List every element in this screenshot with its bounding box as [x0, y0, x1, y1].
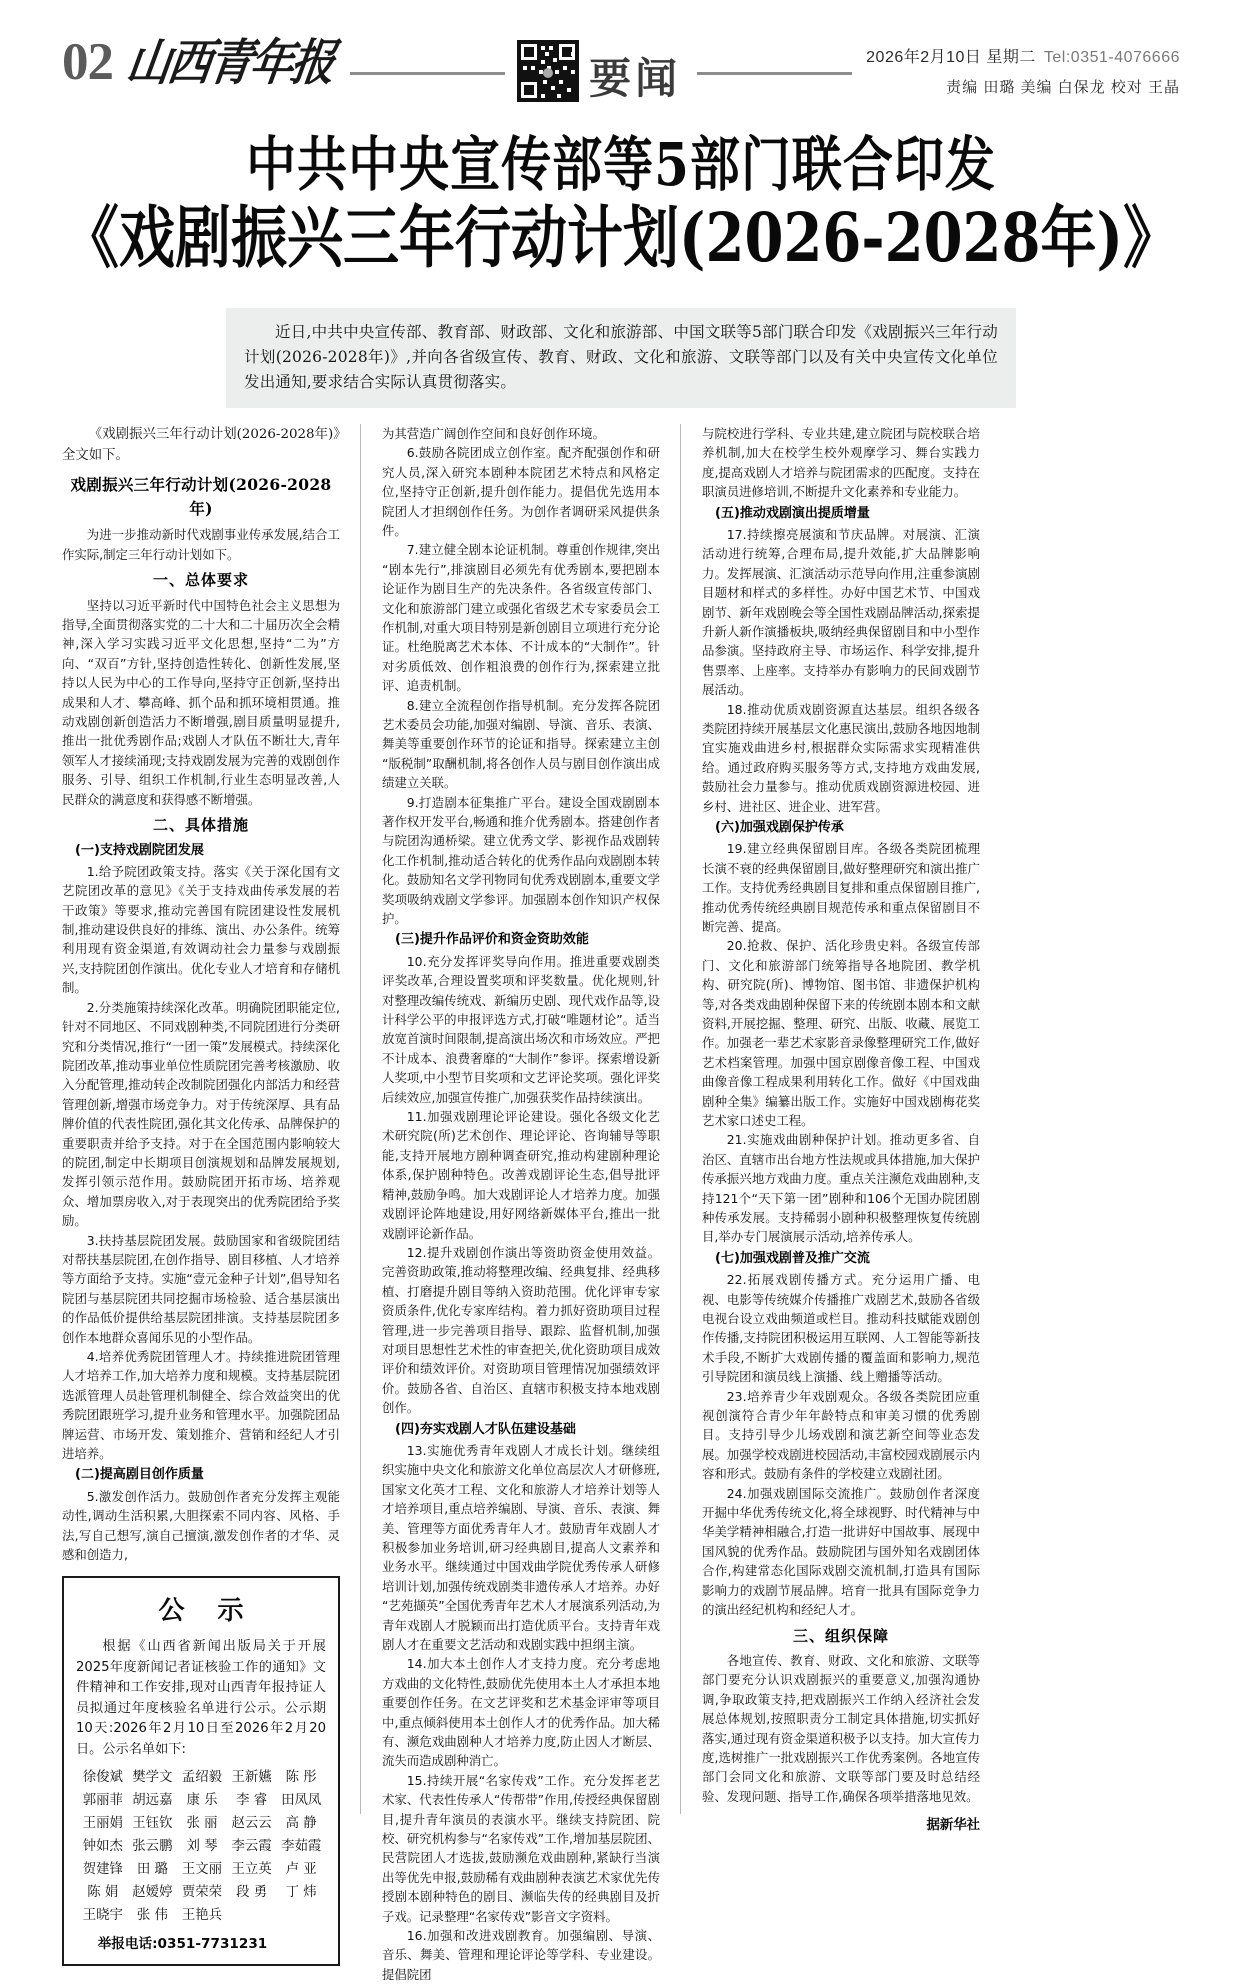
- paragraph-6: 5.激发创作活力。鼓励创作者充分发挥主观能动性,调动生活积累,大胆探索不同内容、风格、手法,写自己想写,演自己擅演,激发创作者的才华、灵感和创造力,: [62, 1488, 340, 1563]
- list-item: 张云鹏: [132, 1839, 173, 1855]
- list-item: 康 乐: [186, 1793, 218, 1809]
- issue-date-line: [866, 44, 1180, 67]
- subheading-evaluation-funding: (三)提升作品评价和资金资助效能: [395, 932, 589, 948]
- contact-tel: Tel:0351-4076666: [1043, 49, 1180, 66]
- paper-name-logo: 山西青年报: [123, 34, 337, 92]
- paragraph-18: 18.推动优质戏剧资源直达基层。组织各级各类院团持续开展基层文化惠民演出,鼓励各地因地制宜实施戏曲进乡村,根据群众实际需求实现精准供给。通过政府购买服务等方式,支持地方戏曲发展,鼓励社会力量参与。推动优质戏剧资源进校园、进乡村、进社区、进企业、进军营。: [702, 701, 980, 814]
- list-item: 陈 彤: [285, 1770, 317, 1786]
- list-item: 王艳兵: [181, 1908, 223, 1924]
- notice-body: 根据《山西省新闻出版局关于开展2025年度新闻记者证核验工作的通知》文件精神和工作安排,现对山西青年报持证人员拟通过年度核验名单进行公示。公示期10天:2026年2月10日至2026年2月20日。公示名单如下:: [76, 1639, 326, 1757]
- news-source: 据新华社: [926, 1818, 980, 1834]
- headline-line-1: 中共中央宣传部等5部门联合印发: [246, 129, 996, 200]
- column-2: [360, 424, 660, 1982]
- paragraph-6: 6.鼓励各院团成立创作室。配齐配强创作和研究人员,深入研究本剧种本院团艺术特点和风格定位,坚持守正创新,提升创作能力。提倡优先选用本院团人才担纲创作任务。为创作者调研采风提供条件。: [382, 445, 660, 538]
- masthead-left: [62, 28, 337, 92]
- paragraph-1: 坚持以习近平新时代中国特色社会主义思想为指导,全面贯彻落实党的二十大和二十届历次全会精神,深入学习实践习近平文化思想,坚持“二为”方向、“双百”方针,坚持创造性转化、创新性发展,坚持以人民为中心的工作导向,坚持守正创新,坚持出成果和人才、攀高峰、抓个品和抓环境相贯通。推动戏剧创新创造活力不断增强,剧目质量明显提升,推出一批优秀剧作品;戏剧人才队伍不断壮大,青年领军人才接续涌现;支持戏剧发展为完善的戏剧创作服务、引导、组织工作机制,行业生态明显改善,人民群众的满意度和获得感不断增强。: [62, 597, 340, 807]
- masthead-rule-left: [350, 72, 505, 75]
- paragraph-8: 8.建立全流程创作指导机制。充分发挥各院团艺术委员会功能,加强对编剧、导演、音乐、表演、舞美等重要创作环节的论证和指导。探索建立主创“版税制”取酬机制,将各创作人员与剧目创作演出成绩建立关联。: [382, 697, 660, 791]
- document-title: 戏剧振兴三年行动计划(2026-2028年): [70, 474, 332, 519]
- paragraph-cont: 与院校进行学科、专业共建,建立院团与院校联合培养机制,加大在校学生校外观摩学习、舞台实践力度,提高戏剧人才培养与院团需求的匹配度。支持在职演员进修培训,不断提升文化素养和专业能力。: [702, 425, 980, 500]
- list-item: 王钰钦: [132, 1816, 173, 1832]
- list-item: 王晓宇: [82, 1908, 123, 1924]
- list-item: 赵嫒婷: [132, 1885, 173, 1901]
- heading-organizational-support: 三、组织保障: [792, 1626, 889, 1645]
- paragraph-2: 1.给予院团政策支持。落实《关于深化国有文艺院团改革的意见》《关于支持戏曲传承发展的若干政策》等要求,推动完善国有院团建设性发展机制,推动建设供良好的排练、演出、办公条件。统筹利用现有资金渠道,有效调动社会力量参与戏剧振兴,支持院团创作演出。优化专业人才培育和存储机制。: [62, 863, 340, 996]
- column-3-body: [702, 424, 980, 1837]
- paragraph-21: 21.实施戏曲剧种保护计划。推动更多省、自治区、直辖市出台地方性法规或具体措施,加大保护传承振兴地方戏曲力度。重点关注濒危戏曲剧种,支持121个“天下第一团”剧种和106个无国办院团剧种传承发展。支持稀弱小剧种积极整理恢复传统剧目,举办专门展演展示活动,培养传承人。: [702, 1132, 980, 1245]
- paragraph-7: 7.建立健全剧本论证机制。尊重创作规律,突出“剧本先行”,排演剧目必须先有优秀剧本,要把剧本论证作为剧目生产的先决条件。各省级宣传部门、文化和旅游部门建立或强化省级艺术专家委员会工作机制,对重大项目特别是新创剧目立项进行充分论证。杜绝脱离艺术本体、不计成本的“大制作”。针对劣质低效、创作粗浪费的创作行为,探索建立批评、追责机制。: [382, 542, 660, 694]
- list-item: 胡远嘉: [132, 1793, 173, 1809]
- paragraph-11: 11.加强戏剧理论评论建设。强化各级文化艺术研究院(所)艺术创作、理论评论、咨询辅导等职能,支持开展地方剧种调查研究,推动构建剧种理论体系,保护剧种特色。改善戏剧评论生态,倡导批评精神,鼓励争鸣。加大戏剧评论人才培养力度。加强戏剧评论阵地建设,用好网络新媒体平台,推出一批戏剧评论新作品。: [382, 1109, 660, 1241]
- subheading-promotion-exchange: (七)加强戏剧普及推广交流: [715, 1250, 870, 1266]
- section-title: 要闻: [589, 54, 682, 103]
- list-item: 张 伟: [136, 1908, 168, 1924]
- list-item: 贾荣荣: [181, 1885, 223, 1901]
- list-item: 贺建锋: [82, 1862, 123, 1878]
- list-item: 刘 琴: [186, 1839, 218, 1855]
- subheading-improve-quality: (二)提高剧目创作质量: [75, 1467, 204, 1483]
- page-number: 02: [62, 33, 113, 91]
- notice-report-tel: 举报电话:0351-7731231: [97, 1936, 268, 1953]
- paragraph-12: 12.提升戏剧创作演出等资助资金使用效益。完善资助政策,推动将整理改编、经典复排、经典移植、打磨提升剧目等纳入资助范围。优化评审专家资质条件,优化专家库结构。着力抓好资助项目过程管理,进一步完善项目指导、跟踪、监督机制,加强对项目思想性艺术性的审查把关,优化资助项目成效评价和绩效评价。对资助项目管理情况加强绩效评价。鼓励各省、自治区、直辖市积极支持本地戏剧创作。: [382, 1244, 660, 1416]
- list-item: 王立英: [231, 1862, 272, 1878]
- lead-paragraph-box: [226, 308, 1016, 408]
- list-item: 丁 炜: [285, 1885, 317, 1901]
- list-item: 孟绍毅: [181, 1770, 223, 1786]
- list-item: 高 静: [285, 1816, 317, 1832]
- list-item: 田凤凤: [281, 1793, 322, 1809]
- list-item: 王文丽: [181, 1862, 223, 1878]
- list-item: 李 睿: [236, 1793, 268, 1809]
- editorial-credits: 责编 田璐 美编 白保龙 校对 王晶: [946, 79, 1180, 96]
- paragraph-24: 24.加强戏剧国际交流推广。鼓励创作者深度开掘中华优秀传统文化,将全球视野、时代精神与中华美学精神相融合,打造一批讲好中国故事、展现中国风貌的优秀作品。鼓励院团与国外知名戏剧团体合作,构建常态化国际戏剧交流机制,打造具有国际影响力的戏剧节展品牌。培育一批具有国际竞争力的演出经纪机构和经纪人才。: [702, 1485, 980, 1618]
- list-item: 徐俊斌: [82, 1770, 123, 1786]
- paragraph-15: 15.持续开展“名家传戏”工作。充分发挥老艺术家、代表性传承人“传帮带”作用,传授经典保留剧目,提升青年演员的表演水平。继续支持院团、院校、研究机构参与“名家传戏”工作,增加基层院团、民营院团人才选拔,鼓励濒危戏曲剧种,紧缺行当演出等优先申报,鼓励稀有戏曲剧种表演艺术家优先传授剧本剧种特色的剧目、濒临失传的经典剧目及折子戏。记录整理“名家传戏”影音文字资料。: [382, 1772, 660, 1924]
- paragraph-14: 14.加大本土创作人才支持力度。充分考虑地方戏曲的文化特性,鼓励优先使用本土人才承担本地重要创作任务。在文艺评奖和艺术基金评审等项目中,重点倾斜使用本土创作人才的优秀作品。加大稀有、濒危戏曲剧种人才培养力度,防止因人才断层、流失而造成剧种消亡。: [382, 1656, 660, 1769]
- subheading-talent-team: (四)夯实戏剧人才队伍建设基础: [395, 1421, 576, 1437]
- list-item: 段 勇: [236, 1885, 268, 1901]
- list-item: 李茹霞: [281, 1839, 322, 1855]
- headline-line-2: 《戏剧振兴三年行动计划(2026-2028年)》: [63, 198, 1179, 278]
- masthead: [62, 28, 1180, 120]
- column-2-body: [382, 424, 660, 1984]
- column-3: [680, 424, 980, 1834]
- list-item: 郭丽菲: [82, 1793, 123, 1809]
- paragraph-23: 23.培养青少年戏剧观众。各级各类院团应重视创演符合青少年年龄特点和审美习惯的优秀剧目。支持引导少儿场戏剧和演艺新空间等业态发展。加强学校戏剧进校园活动,丰富校园戏剧展示内容和形式。鼓励有条件的学校建立戏剧社团。: [702, 1388, 980, 1482]
- list-item: 张 丽: [186, 1816, 218, 1832]
- list-item: 王丽娟: [82, 1816, 123, 1832]
- column-1: [62, 424, 340, 1953]
- paragraph-final: 各地宣传、教育、财政、文化和旅游、文联等部门要充分认识戏剧振兴的重要意义,加强沟通协调,争取政策支持,把戏剧振兴工作纳入经济社会发展总体规划,按照职责分工制定具体措施,切实抓好落实,通过现有资金渠道积极予以支持。加大宣传力度,选树推广一批戏剧振兴工作优秀案例。各地宣传部门会同文化和旅游、文联等部门要及时总结经验、发现问题、指导工作,确保各项举措落地见效。: [702, 1652, 980, 1804]
- public-notice-box: [62, 1576, 340, 1966]
- paragraph-20: 20.抢救、保护、活化珍贵史料。各级宣传部门、文化和旅游部门统筹指导各地院团、教学机构、研究院(所)、博物馆、图书馆、非遗保护机构等,对各类戏曲剧种保留下来的传统剧本剧本和文献资料,开展挖掘、整理、研究、出版、收藏、展览工作。加强老一辈艺术家影音录像整理研究工作,做好艺术档案管理。加强中国京剧像音像工程、中国戏曲像音像工程成果利用转化工作。做好《中国戏曲剧种全集》编纂出版工作。实施好中国戏剧梅花奖艺术家口述史工程。: [702, 938, 980, 1129]
- paragraph-22: 22.拓展戏剧传播方式。充分运用广播、电视、电影等传统媒介传播推广戏剧艺术,鼓励各省级电视台设立戏曲频道或栏目。推动科技赋能戏剧创作传播,支持院团积极运用互联网、人工智能等新技术手段,不断扩大戏剧传播的覆盖面和影响力,规范引导院团和演员线上演播、线上赠播等活动。: [702, 1272, 980, 1385]
- subheading-protection-inheritance: (六)加强戏剧保护传承: [715, 819, 844, 835]
- list-item: 陈 娟: [87, 1885, 119, 1901]
- lead-text: 近日,中共中央宣传部、教育部、财政部、文化和旅游部、中国文联等5部门联合印发《戏剧振兴三年行动计划(2026-2028年)》,并向各省级宣传、教育、财政、文化和旅游、文联等部门以及有关中央宣传文化单位发出通知,要求结合实际认真贯彻落实。: [244, 322, 998, 391]
- notice-name-list: [78, 1766, 326, 1927]
- subheading-support-troupes: (一)支持戏剧院团发展: [75, 842, 204, 858]
- paragraph-4: 3.扶持基层院团发展。鼓励国家和省级院团结对帮扶基层院团,在创作指导、剧目移植、人才培养等方面给予支持。实施“壹元金种子计划”,倡导知名院团与基层院团共同挖掘市场检验、适合基层演出的作品低价提供给基层院团排演。支持基层院团多创作本地群众喜闻乐见的小型作品。: [62, 1232, 340, 1345]
- list-item: 田 璐: [136, 1862, 168, 1878]
- paragraph-9: 9.打造剧本征集推广平台。建设全国戏剧剧本著作权开发平台,畅通和推介优秀剧本。搭建创作者与院团沟通桥梁。建立优秀文学、影视作品戏剧转化工作机制,推动适合转化的优秀作品向戏剧剧本转化。鼓励知名文学刊物同旬优秀戏剧剧本,重要文学奖项吸纳戏剧文学参评。加强剧本创作知识产权保护。: [382, 794, 660, 927]
- list-item: 赵云云: [231, 1816, 272, 1832]
- subheading-performance-growth: (五)推动戏剧演出提质增量: [715, 505, 870, 521]
- paragraph-19: 19.建立经典保留剧目库。各级各类院团梳理长演不衰的经典保留剧目,做好整理研究和演出推广工作。支持优秀经典剧目复排和重点保留剧目推广,推动优秀传统经典剧目规范传承和重点保留剧目不断完善、提高。: [702, 841, 980, 934]
- list-item: 李云霞: [231, 1839, 272, 1855]
- full-text-intro: 《戏剧振兴三年行动计划(2026-2028年)》全文如下。: [62, 426, 340, 464]
- paragraph-3: 2.分类施策持续深化改革。明确院团职能定位,针对不同地区、不同戏剧种类,不同院团进行分类研究和分类情况,推行“一团一策”发展模式。持续深化院团改革,推动事业单位性质院团完善考核激励、收入分配管理,推动转企改制院团强化内部活力和经营管理创新,增强市场竞争力。对于传统深厚、具有品牌价值的代表性院团,强化其文化传承、品牌保护的重要职责并给予支持。对于在全国范围内影响较大的院团,制定中长期项目创演规划和品牌发展规划,发挥引领示范作用。鼓励院团开拓市场、培养观众、增加票房收入,对于表现突出的优秀院团给予奖励。: [62, 999, 340, 1229]
- paragraph-16: 16.加强和改进戏剧教育。加强编剧、导演、音乐、舞美、管理和理论评论等学科、专业建设。提倡院团: [382, 1928, 660, 1982]
- list-item: 樊学文: [132, 1770, 173, 1786]
- paragraph-cont: 为其营造广阔创作空间和良好创作环境。: [382, 425, 606, 441]
- paragraph-5: 4.培养优秀院团管理人才。持续推进院团管理人才培养工作,加大培养力度和规模。支持基层院团选派管理人员赴管理机制健全、综合效益突出的优秀院团跟班学习,提升业务和管理水平。加强院团品牌运营、市场开发、策划推介、营销和经纪人才引进培养。: [62, 1349, 340, 1462]
- masthead-right: [866, 44, 1180, 97]
- notice-title: 公 示: [158, 1596, 256, 1627]
- article-columns: [62, 424, 1180, 1982]
- paragraph-13: 13.实施优秀青年戏剧人才成长计划。继续组织实施中央文化和旅游文化单位高层次人才研修班,国家文化英才工程、文化和旅游人才培养计划等人才培养项目,重点培养编剧、导演、音乐、表演、舞美、管理等方面优秀青年人才。鼓励青年戏剧人才积极参加业务培训,研习经典剧目,提高人文素养和业务水平。继续通过中国戏曲学院优秀传承人研修培训计划,加强传统戏剧类非遗传承人才培养。办好“艺苑撷英”全国优秀青年艺术人才展演系列活动,为青年戏剧人才脱颖而出打造优质平台。支持青年戏剧人才在重要文艺活动和戏剧实践中担纲主演。: [382, 1442, 660, 1652]
- headline: [62, 129, 1180, 278]
- list-item: 王新嬿: [231, 1770, 272, 1786]
- list-item: 钟如杰: [82, 1839, 123, 1855]
- heading-overall-requirements: 一、总体要求: [152, 571, 249, 590]
- paragraph-10: 10.充分发挥评奖导向作用。推进重要戏剧类评奖改革,合理设置奖项和评奖数量。优化规则,针对整理改编传统戏、新编历史剧、现代戏作品等,设计科学公平的申报评选方式,打破“唯题材论”。适当放宽首演时间限制,提高演出场次和市场效应。严把不计成本、浪费奢靡的“大制作”参评。探索增设新人奖项,中小型节目奖项和文艺评论奖项。强化评奖后续效应,加强宣传推广,加强获奖作品持续演出。: [382, 953, 660, 1105]
- masthead-rule-right: [697, 72, 852, 75]
- list-item: 卢 亚: [285, 1862, 317, 1878]
- paragraph-17: 17.持续擦亮展演和节庆品牌。对展演、汇演活动进行统筹,合理布局,提升效能,扩大品牌影响力。发挥展演、汇演活动示范导向作用,注重参演剧目题材和样式的多样性。办好中国艺术节、中国戏剧节、新年戏剧晚会等全国性戏剧品牌活动,探索提升新人新作演播板块,吸纳经典保留剧目和中小型作品参演。坚持政府主导、市场运作、科学安排,提升售票率、上座率。支持举办有影响力的民间戏剧节展活动。: [702, 526, 980, 698]
- heading-specific-measures: 二、具体措施: [152, 816, 249, 835]
- qr-code-icon[interactable]: [517, 40, 579, 102]
- issue-date: 2026年2月10日 星期二: [866, 49, 1036, 66]
- column-1-body: [62, 424, 340, 1565]
- paragraph-open: 为进一步推动新时代戏剧事业传承发展,结合工作实际,制定三年行动计划如下。: [62, 527, 340, 562]
